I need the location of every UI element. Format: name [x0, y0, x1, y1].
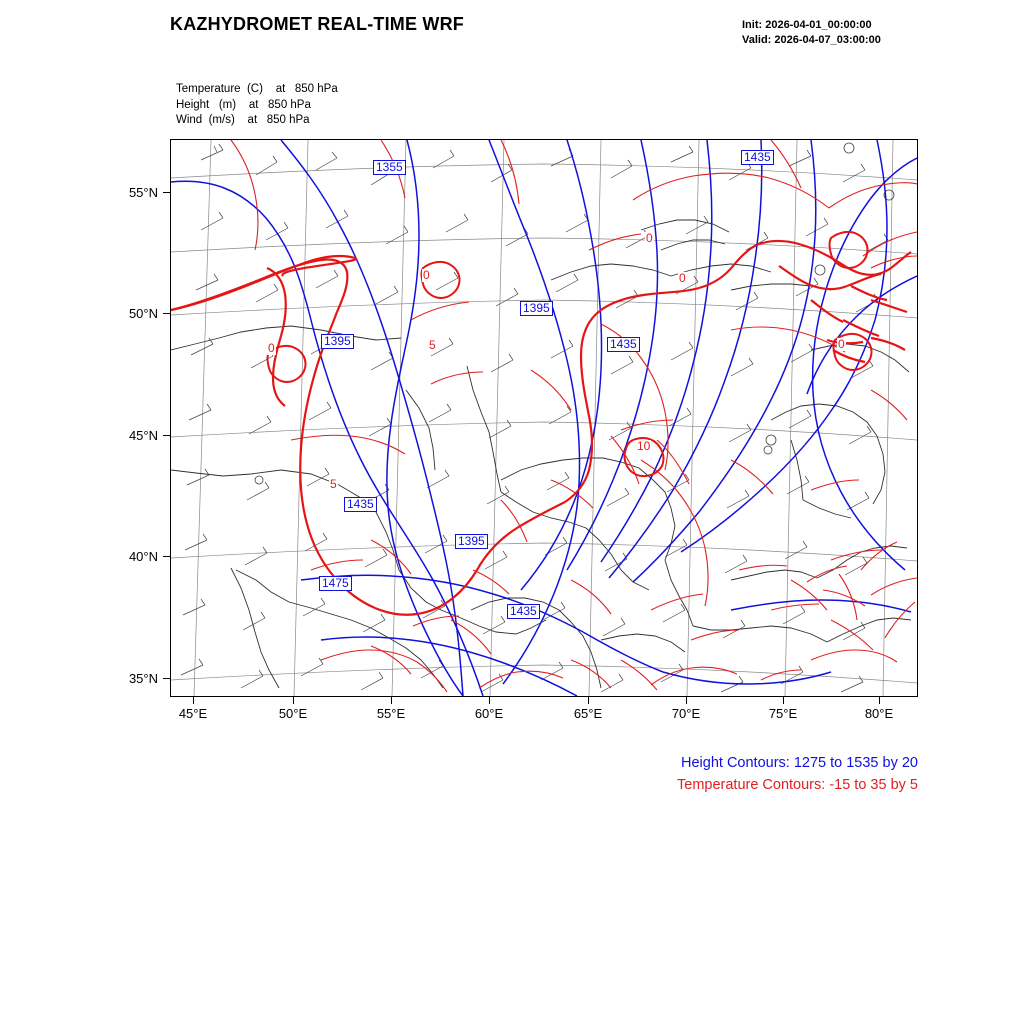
map-plot-area[interactable] — [170, 139, 918, 697]
temp-contour-label-0-b: 0 — [679, 271, 686, 285]
ytick-mark-50n — [163, 313, 170, 314]
height-contours — [171, 140, 917, 696]
ytick-label-45n: 45°N — [128, 428, 158, 443]
xtick-label-55e: 55°E — [376, 706, 406, 721]
xtick-label-60e: 60°E — [474, 706, 504, 721]
temp-contour-label-0-a: 0 — [646, 231, 653, 245]
height-contour-label-1395-c: 1395 — [455, 534, 488, 549]
ytick-mark-55n — [163, 192, 170, 193]
temp-contour-label-5-b: 5 — [330, 477, 337, 491]
temp-contour-label-10: 10 — [637, 439, 651, 453]
xtick-label-70e: 70°E — [671, 706, 701, 721]
legend-height-contours: Height Contours: 1275 to 1535 by 20 — [681, 755, 918, 771]
xtick-label-80e: 80°E — [864, 706, 894, 721]
height-contour-label-1435-a: 1435 — [741, 150, 774, 165]
height-contour-label-1355: 1355 — [373, 160, 406, 175]
xtick-mark-80e — [879, 697, 880, 704]
xtick-mark-60e — [489, 697, 490, 704]
temperature-contours-thin — [231, 140, 917, 690]
ytick-label-50n: 50°N — [128, 306, 158, 321]
xtick-mark-65e — [588, 697, 589, 704]
ytick-mark-35n — [163, 678, 170, 679]
run-info — [742, 18, 881, 48]
valid-time: Valid: 2026-04-07_03:00:00 — [742, 34, 881, 46]
height-contour-label-1475: 1475 — [319, 576, 352, 591]
xtick-mark-50e — [293, 697, 294, 704]
init-time: Init: 2026-04-01_00:00:00 — [742, 19, 872, 31]
xtick-mark-70e — [686, 697, 687, 704]
ytick-label-40n: 40°N — [128, 549, 158, 564]
field-row-wind: Wind (m/s) at 850 hPa — [176, 114, 310, 126]
temperature-zero-contour — [171, 241, 911, 615]
legend-temperature-contours: Temperature Contours: -15 to 35 by 5 — [677, 777, 918, 793]
calm-wind-markers — [255, 143, 894, 484]
temp-contour-label-5-a: 5 — [429, 338, 436, 352]
xtick-label-65e: 65°E — [573, 706, 603, 721]
ytick-mark-45n — [163, 435, 170, 436]
height-contour-label-1435-c: 1435 — [344, 497, 377, 512]
xtick-mark-55e — [391, 697, 392, 704]
height-contour-label-1435-d: 1435 — [507, 604, 540, 619]
field-row-height: Height (m) at 850 hPa — [176, 98, 311, 111]
xtick-mark-45e — [193, 697, 194, 704]
height-contour-label-1395-b: 1395 — [321, 334, 354, 349]
temp-contour-label-0-e: 0 — [838, 337, 845, 351]
ytick-label-55n: 55°N — [128, 185, 158, 200]
ytick-label-35n: 35°N — [128, 671, 158, 686]
field-description — [176, 82, 338, 129]
xtick-label-75e: 75°E — [768, 706, 798, 721]
xtick-label-50e: 50°E — [278, 706, 308, 721]
contour-legend — [0, 752, 918, 796]
map-canvas — [171, 140, 917, 696]
page-title: KAZHYDROMET REAL-TIME WRF — [170, 14, 464, 34]
temp-contour-label-0-d: 0 — [268, 341, 275, 355]
ytick-mark-40n — [163, 556, 170, 557]
field-row-temperature: Temperature (C) at 850 hPa — [176, 83, 338, 95]
xtick-mark-75e — [783, 697, 784, 704]
temp-contour-label-0-c: 0 — [423, 268, 430, 282]
country-borders — [171, 220, 911, 688]
height-contour-label-1435-b: 1435 — [607, 337, 640, 352]
height-contour-label-1395-a: 1395 — [520, 301, 553, 316]
xtick-label-45e: 45°E — [178, 706, 208, 721]
